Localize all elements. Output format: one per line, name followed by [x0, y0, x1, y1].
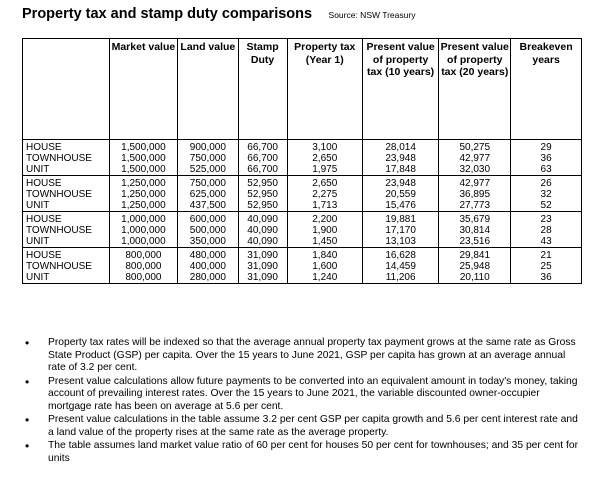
- table-cell: 36,895: [439, 189, 511, 200]
- notes-list: [22, 337, 584, 466]
- property-type-cell: TOWNHOUSE: [23, 153, 110, 164]
- table-cell: 500,000: [178, 225, 238, 236]
- table-cell: 1,450: [287, 236, 362, 248]
- table-cell: 1,900: [287, 225, 362, 236]
- table-cell: 36: [511, 272, 582, 284]
- bullet-icon: •: [25, 336, 30, 350]
- table-cell: 1,500,000: [109, 164, 177, 176]
- note-text: The table assumes land market value ratio of 60 per cent for houses 50 per cent for townhouses; and 35 per cent for units: [48, 440, 579, 464]
- table-cell: 280,000: [178, 272, 238, 284]
- property-type-cell: TOWNHOUSE: [23, 189, 110, 200]
- table-cell: 525,000: [178, 164, 238, 176]
- table-cell: 350,000: [178, 236, 238, 248]
- table-cell: 2,650: [287, 153, 362, 164]
- table-row: [23, 212, 582, 226]
- table-row: [23, 200, 582, 212]
- table-cell: 480,000: [178, 248, 238, 262]
- table-cell: 19,881: [362, 212, 438, 226]
- table-cell: 20,559: [362, 189, 438, 200]
- table-cell: 1,840: [287, 248, 362, 262]
- table-cell: 1,240: [287, 272, 362, 284]
- table-cell: 52,950: [238, 189, 287, 200]
- note-text: Present value calculations allow future payments to be converted into an equivalent amount in today's money, taking account of prevailing interest rates. Over the 15 years to June 2021, the variable discounted owner-occupier mortgage rate has been on average at 5.6 per cent.: [48, 375, 578, 412]
- table-cell: 750,000: [178, 153, 238, 164]
- bullet-icon: •: [25, 413, 30, 427]
- table-cell: 31,090: [238, 272, 287, 284]
- table-cell: 28: [511, 225, 582, 236]
- table-cell: 26: [511, 176, 582, 190]
- note-item: [22, 376, 584, 414]
- table-cell: 43: [511, 236, 582, 248]
- table-cell: 3,100: [287, 140, 362, 154]
- property-type-cell: HOUSE: [23, 248, 110, 262]
- property-type-cell: UNIT: [23, 272, 110, 284]
- table-cell: 32: [511, 189, 582, 200]
- table-cell: 1,500,000: [109, 140, 177, 154]
- table-row: [23, 140, 582, 154]
- table-cell: 2,275: [287, 189, 362, 200]
- table-row: [23, 153, 582, 164]
- table-cell: 1,250,000: [109, 189, 177, 200]
- table-cell: 29,841: [439, 248, 511, 262]
- table-cell: 800,000: [109, 248, 177, 262]
- table-cell: 1,250,000: [109, 200, 177, 212]
- table-cell: 52: [511, 200, 582, 212]
- table-row: [23, 272, 582, 284]
- property-type-cell: HOUSE: [23, 212, 110, 226]
- table-cell: 1,975: [287, 164, 362, 176]
- note-text: Property tax rates will be indexed so that the average annual property tax payment grows at the same rate as Gross State Product (GSP) per capita. Over the 15 years to June 2021, GSP per capita has grown at an average annual rate of 3.2 per cent.: [48, 337, 576, 373]
- table-cell: 2,200: [287, 212, 362, 226]
- source-note: Source: NSW Treasury: [328, 10, 416, 20]
- property-type-cell: TOWNHOUSE: [23, 261, 110, 272]
- column-header-blank: [23, 39, 110, 140]
- note-text: Present value calculations in the table assume 3.2 per cent GSP per capita growth and 5.6 per cent interest rate and a land value of the property rises at the same rate as the average property.: [48, 414, 578, 438]
- table-cell: 52,950: [238, 176, 287, 190]
- column-header: Market value: [109, 39, 177, 140]
- table-cell: 42,977: [439, 153, 511, 164]
- table-cell: 21: [511, 248, 582, 262]
- table-cell: 1,600: [287, 261, 362, 272]
- title-row: [22, 5, 415, 23]
- column-header: Land value: [178, 39, 238, 140]
- table-cell: 28,014: [362, 140, 438, 154]
- table-cell: 800,000: [109, 261, 177, 272]
- column-header: Property tax (Year 1): [287, 39, 362, 140]
- table-cell: 23: [511, 212, 582, 226]
- table-cell: 16,628: [362, 248, 438, 262]
- table-cell: 32,030: [439, 164, 511, 176]
- table-cell: 36: [511, 153, 582, 164]
- table-cell: 11,206: [362, 272, 438, 284]
- bullet-icon: •: [25, 374, 30, 389]
- table-cell: 1,500,000: [109, 153, 177, 164]
- table-cell: 1,000,000: [109, 236, 177, 248]
- table-cell: 66,700: [238, 140, 287, 154]
- table-cell: 25,948: [439, 261, 511, 272]
- table-cell: 17,848: [362, 164, 438, 176]
- table-cell: 1,000,000: [109, 212, 177, 226]
- table-cell: 40,090: [238, 225, 287, 236]
- table-cell: 42,977: [439, 176, 511, 190]
- bullet-icon: •: [25, 439, 30, 453]
- note-item: [22, 337, 584, 375]
- table-cell: 2,650: [287, 176, 362, 190]
- table-cell: 1,000,000: [109, 225, 177, 236]
- column-header: Stamp Duty: [238, 39, 287, 140]
- table-cell: 600,000: [178, 212, 238, 226]
- table-cell: 40,090: [238, 236, 287, 248]
- table-cell: 66,700: [238, 153, 287, 164]
- table-row: [23, 176, 582, 190]
- table-cell: 40,090: [238, 212, 287, 226]
- table-row: [23, 189, 582, 200]
- table-cell: 23,516: [439, 236, 511, 248]
- column-header: Present value of property tax (10 years): [362, 39, 438, 140]
- note-item: [22, 414, 584, 439]
- table-cell: 35,679: [439, 212, 511, 226]
- table-cell: 30,814: [439, 225, 511, 236]
- column-header: Present value of property tax (20 years): [439, 39, 511, 140]
- table-cell: 13,103: [362, 236, 438, 248]
- comparison-table: [22, 38, 582, 284]
- table-cell: 52,950: [238, 200, 287, 212]
- table-cell: 27,773: [439, 200, 511, 212]
- property-type-cell: HOUSE: [23, 176, 110, 190]
- table-cell: 17,170: [362, 225, 438, 236]
- table-cell: 400,000: [178, 261, 238, 272]
- table-cell: 625,000: [178, 189, 238, 200]
- property-type-cell: HOUSE: [23, 140, 110, 154]
- table-row: [23, 236, 582, 248]
- property-type-cell: UNIT: [23, 200, 110, 212]
- table-cell: 1,713: [287, 200, 362, 212]
- table-cell: 66,700: [238, 164, 287, 176]
- page-title: Property tax and stamp duty comparisons: [22, 6, 313, 22]
- note-item: [22, 440, 584, 465]
- table-cell: 63: [511, 164, 582, 176]
- table-cell: 29: [511, 140, 582, 154]
- table-cell: 14,459: [362, 261, 438, 272]
- table-cell: 31,090: [238, 248, 287, 262]
- table-body: [23, 140, 582, 284]
- table-cell: 750,000: [178, 176, 238, 190]
- table-row: [23, 164, 582, 176]
- table-cell: 800,000: [109, 272, 177, 284]
- table-row: [23, 261, 582, 272]
- table-cell: 23,948: [362, 153, 438, 164]
- table-cell: 25: [511, 261, 582, 272]
- column-header: Breakeven years: [511, 39, 582, 140]
- property-type-cell: UNIT: [23, 236, 110, 248]
- table-cell: 20,110: [439, 272, 511, 284]
- table-cell: 31,090: [238, 261, 287, 272]
- table-header-row: [23, 39, 582, 140]
- property-type-cell: TOWNHOUSE: [23, 225, 110, 236]
- table-cell: 900,000: [178, 140, 238, 154]
- property-type-cell: UNIT: [23, 164, 110, 176]
- table-row: [23, 225, 582, 236]
- table-row: [23, 248, 582, 262]
- table-cell: 1,250,000: [109, 176, 177, 190]
- table-cell: 23,948: [362, 176, 438, 190]
- table-cell: 50,275: [439, 140, 511, 154]
- table-cell: 15,476: [362, 200, 438, 212]
- table-cell: 437,500: [178, 200, 238, 212]
